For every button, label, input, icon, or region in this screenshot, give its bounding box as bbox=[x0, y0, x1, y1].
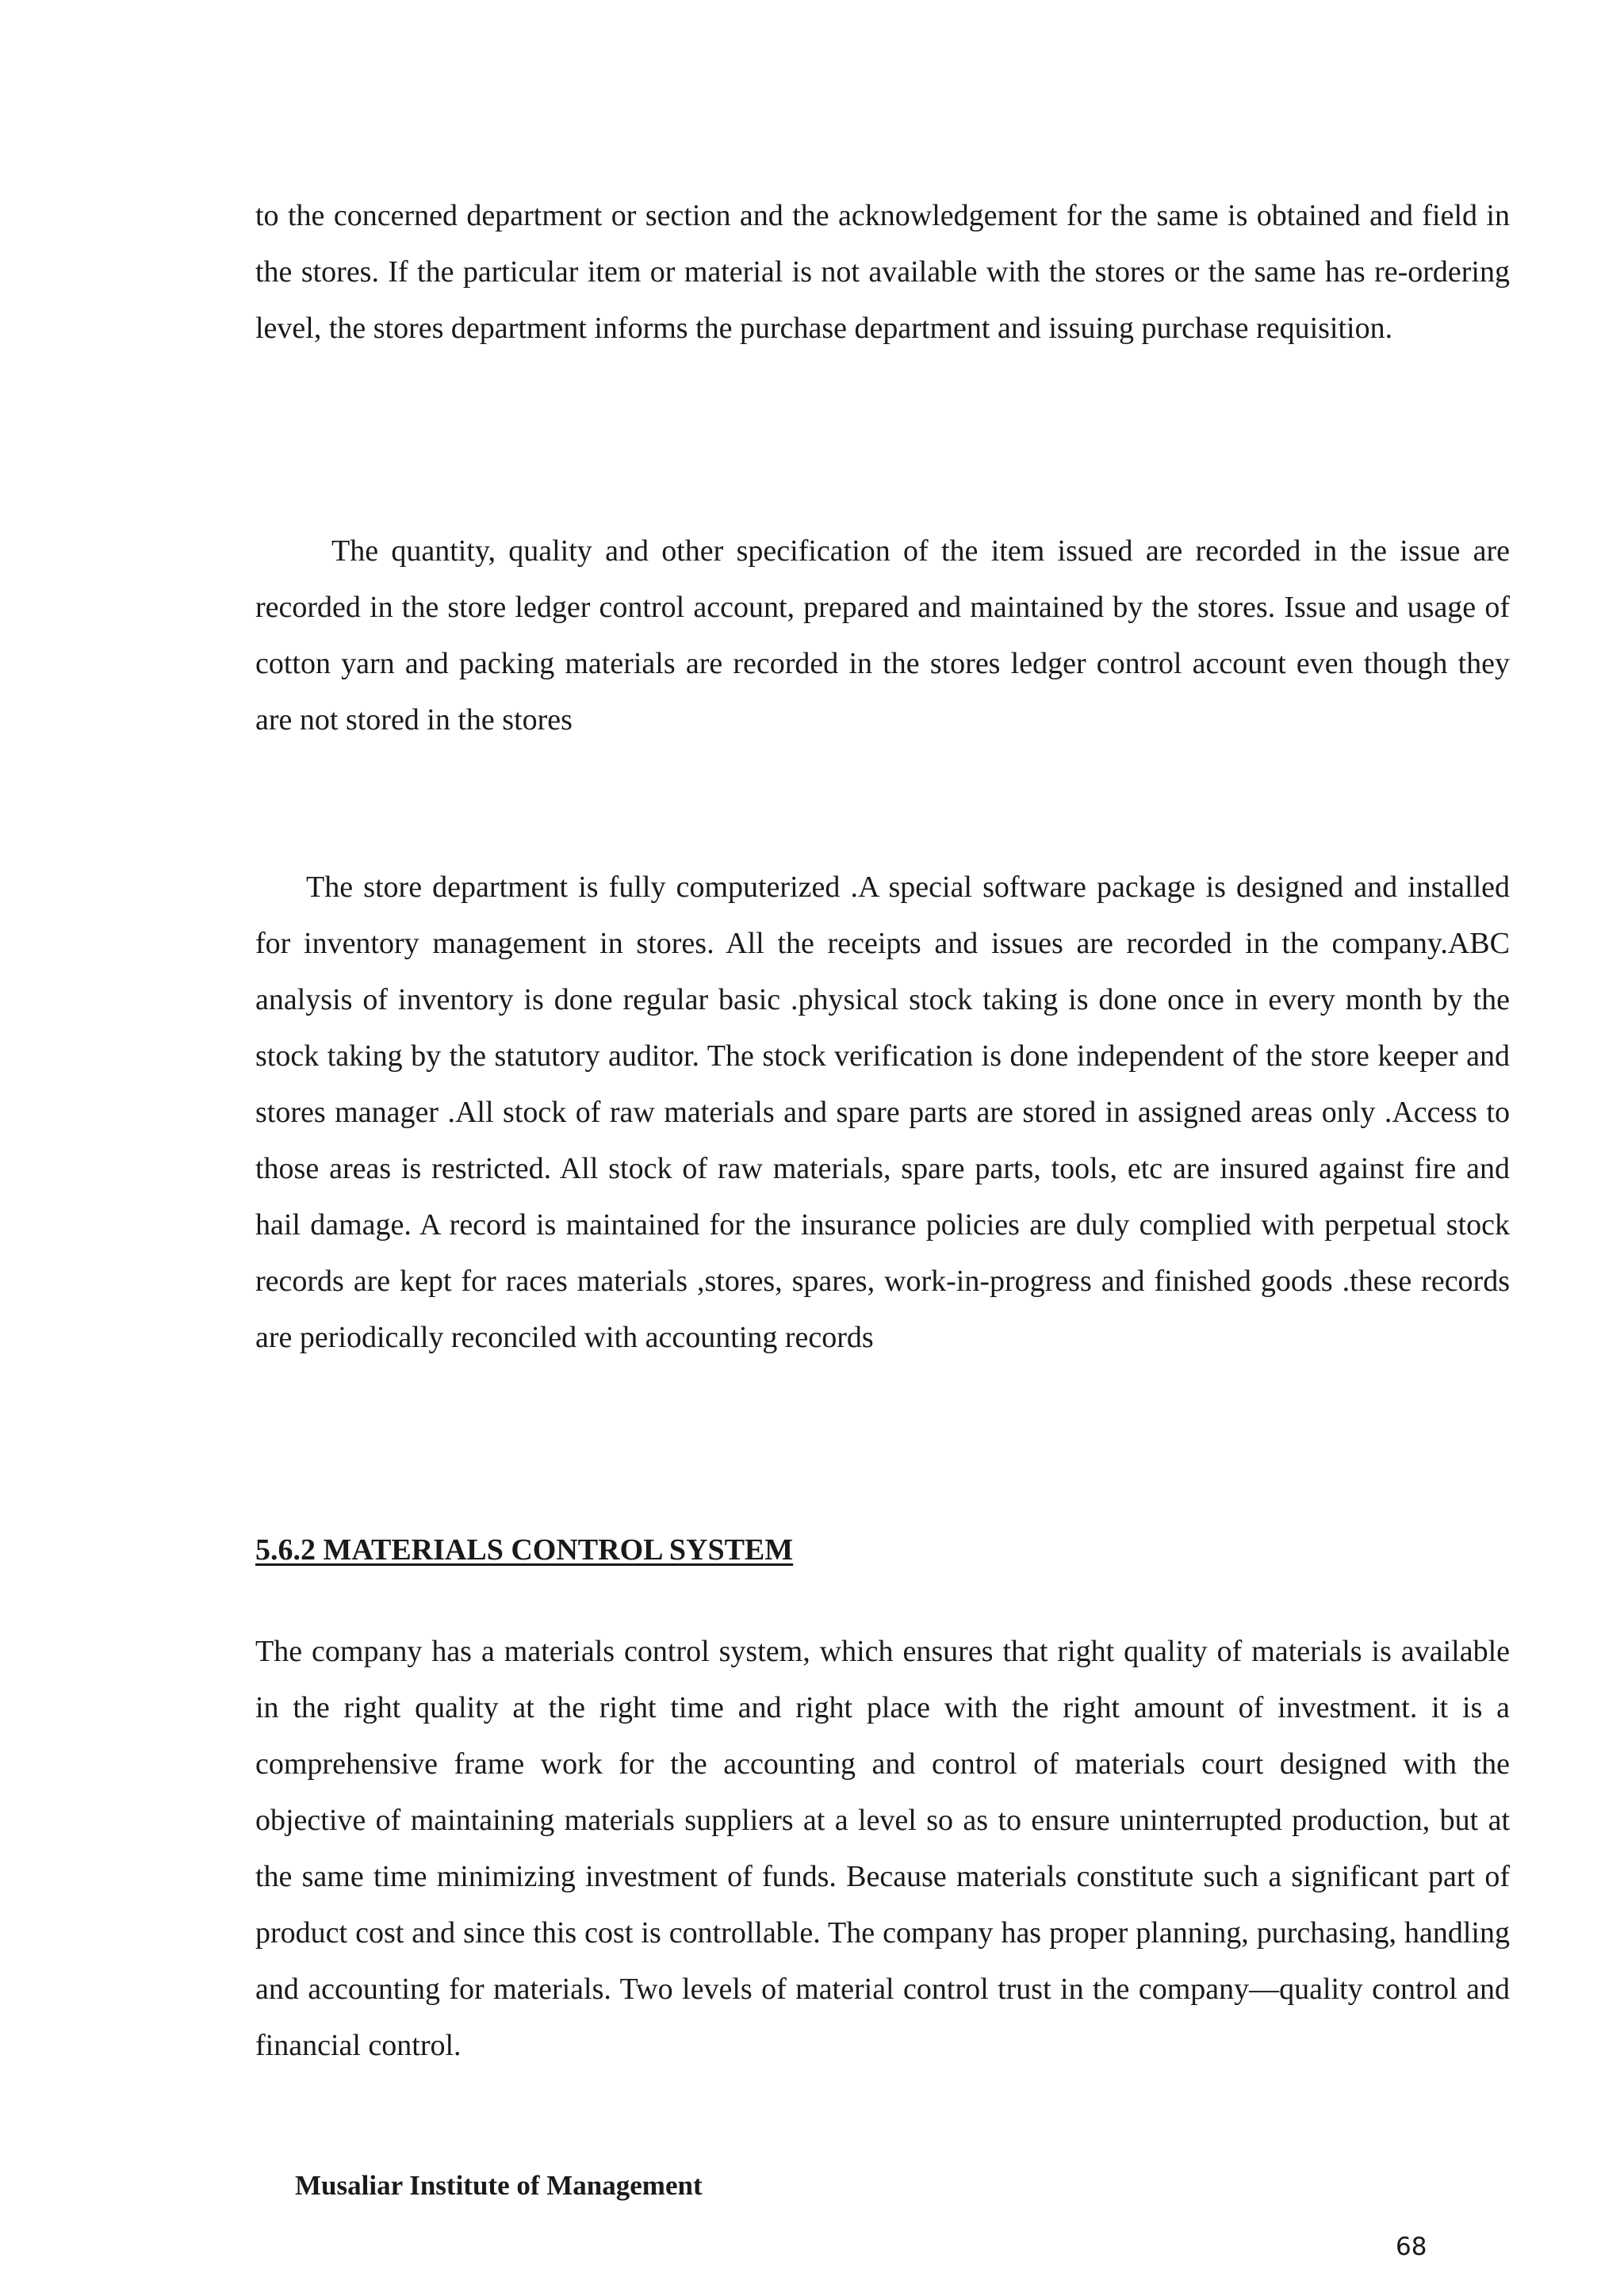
page-number: 68 bbox=[1396, 2233, 1427, 2261]
paragraph-computerized-stores: The store department is fully computerized .A special software package is designed and installed for inventory management in stores. All the receipts and issues are recorded in the company.ABC analysis of inventory is done regular basic .physical stock taking is done once in every month by the stock taking by the statutory auditor. The stock verification is done independent of the store keeper and stores manager .All stock of raw materials and spare parts are stored in assigned areas only .Access to those areas is restricted. All stock of raw materials, spare parts, tools, etc are insured against fire and hail damage. A record is maintained for the insurance policies are duly complied with perpetual stock records are kept for races materials ,stores, spares, work-in-progress and finished goods .these records are periodically reconciled with accounting records bbox=[255, 871, 1510, 1354]
paragraph-issue-recording: The quantity, quality and other specification of the item issued are recorded in the issue are recorded in the store ledger control account, prepared and maintained by the stores. Issue and usage of cotton yarn and packing materials are recorded in the stores ledger control account even though they are not stored in the stores bbox=[255, 534, 1510, 737]
paragraph-materials-control: The company has a materials control system, which ensures that right quality of materials is available in the right quality at the right time and right place with the right amount of investment. it is a comprehensive frame work for the accounting and control of materials court designed with the objective of maintaining materials suppliers at a level so as to ensure uninterrupted production, but at the same time minimizing investment of funds. Because materials constitute such a significant part of product cost and since this cost is controllable. The company has proper planning, purchasing, handling and accounting for materials. Two levels of material control trust in the company—quality control and financial control. bbox=[255, 1635, 1510, 2062]
section-heading: 5.6.2 MATERIALS CONTROL SYSTEM bbox=[255, 1533, 794, 1567]
footer-institution: Musaliar Institute of Management bbox=[295, 2170, 703, 2201]
paragraph-store-issue-continuation: to the concerned department or section and the acknowledgement for the same is obtained and field in the stores. If the particular item or material is not available with the stores or the same has re-ordering level, the stores department informs the purchase department and issuing purchase requisition. bbox=[255, 199, 1510, 345]
